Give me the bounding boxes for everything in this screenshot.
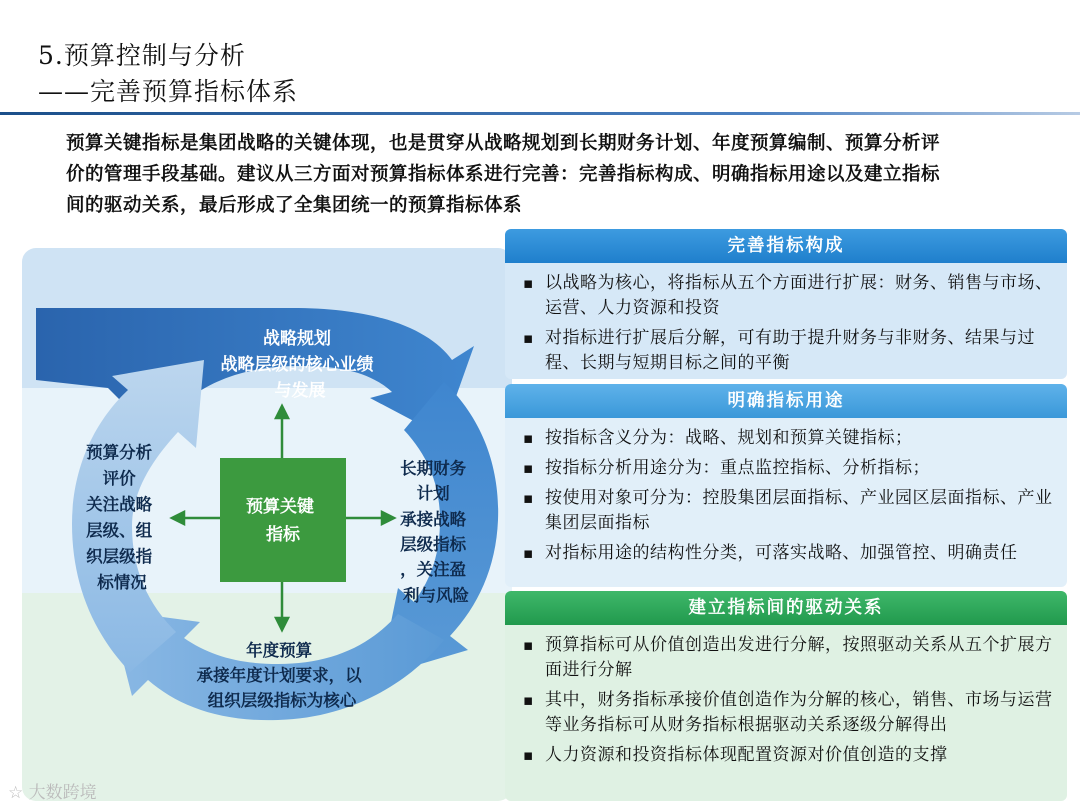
list-item: ▪ 预算指标可从价值创造出发进行分解，按照驱动关系从五个扩展方面进行分解 xyxy=(521,633,1055,683)
list-item: ▪ 其中，财务指标承接价值创造作为分解的核心，销售、市场与运营等业务指标可从财务指标根据驱动关系逐级分解得出 xyxy=(521,688,1055,738)
page-title: 5.预算控制与分析 xyxy=(38,41,246,70)
bottom-arrow-label: 年度预算 承接年度计划要求，以 组织层级指标为核心 xyxy=(196,641,362,710)
panel-list xyxy=(505,263,1067,379)
panel-header: 建立指标间的驱动关系 xyxy=(505,591,1067,625)
right-arrow-label: 长期财务 计划 承接战略 层级指标 ，关注盈 利与风险 xyxy=(400,459,469,605)
panel-indicator-composition xyxy=(505,229,1067,379)
panel-header: 完善指标构成 xyxy=(505,229,1067,263)
left-arrow-label: 预算分析 评价 关注战略 层级、组 织层级指 标情况 xyxy=(86,443,153,592)
watermark-logo-icon: ☆ xyxy=(8,783,24,803)
list-item: ▪ 按指标含义分为：战略、规划和预算关键指标； xyxy=(521,426,1055,451)
panel-list xyxy=(505,418,1067,577)
center-label: 预算关键 指标 xyxy=(246,497,315,545)
top-arrow-label: 战略规划 战略层级的核心业绩 与发展 xyxy=(220,329,374,401)
center-box xyxy=(220,458,346,582)
panel-indicator-usage xyxy=(505,384,1067,587)
list-item: ▪ 按使用对象可分为：控股集团层面指标、产业园区层面指标、产业集团层面指标 xyxy=(521,486,1055,536)
panel-driver-relations xyxy=(505,591,1067,801)
panel-list xyxy=(505,625,1067,779)
intro-paragraph: 预算关键指标是集团战略的关键体现，也是贯穿从战略规划到长期财务计划、年度预算编制、预算分析评价的管理手段基础。建议从三方面对预算指标体系进行完善：完善指标构成、明确指标用途以及建立指标间的驱动关系，最后形成了全集团统一的预算指标体系 xyxy=(66,133,941,216)
page-subtitle: ——完善预算指标体系 xyxy=(38,77,299,106)
watermark-text: 大数跨境 xyxy=(28,783,97,803)
list-item: ▪ 人力资源和投资指标体现配置资源对价值创造的支撑 xyxy=(521,743,1055,768)
panel-header: 明确指标用途 xyxy=(505,384,1067,418)
list-item: ▪ 按指标分析用途分为：重点监控指标、分析指标； xyxy=(521,456,1055,481)
list-item: ▪ 以战略为核心，将指标从五个方面进行扩展：财务、销售与市场、运营、人力资源和投资 xyxy=(521,271,1055,321)
watermark xyxy=(8,778,97,803)
list-item: ▪ 对指标用途的结构性分类，可落实战略、加强管控、明确责任 xyxy=(521,541,1055,566)
list-item: ▪ 对指标进行扩展后分解，可有助于提升财务与非财务、结果与过程、长期与短期目标之间的平衡 xyxy=(521,326,1055,376)
